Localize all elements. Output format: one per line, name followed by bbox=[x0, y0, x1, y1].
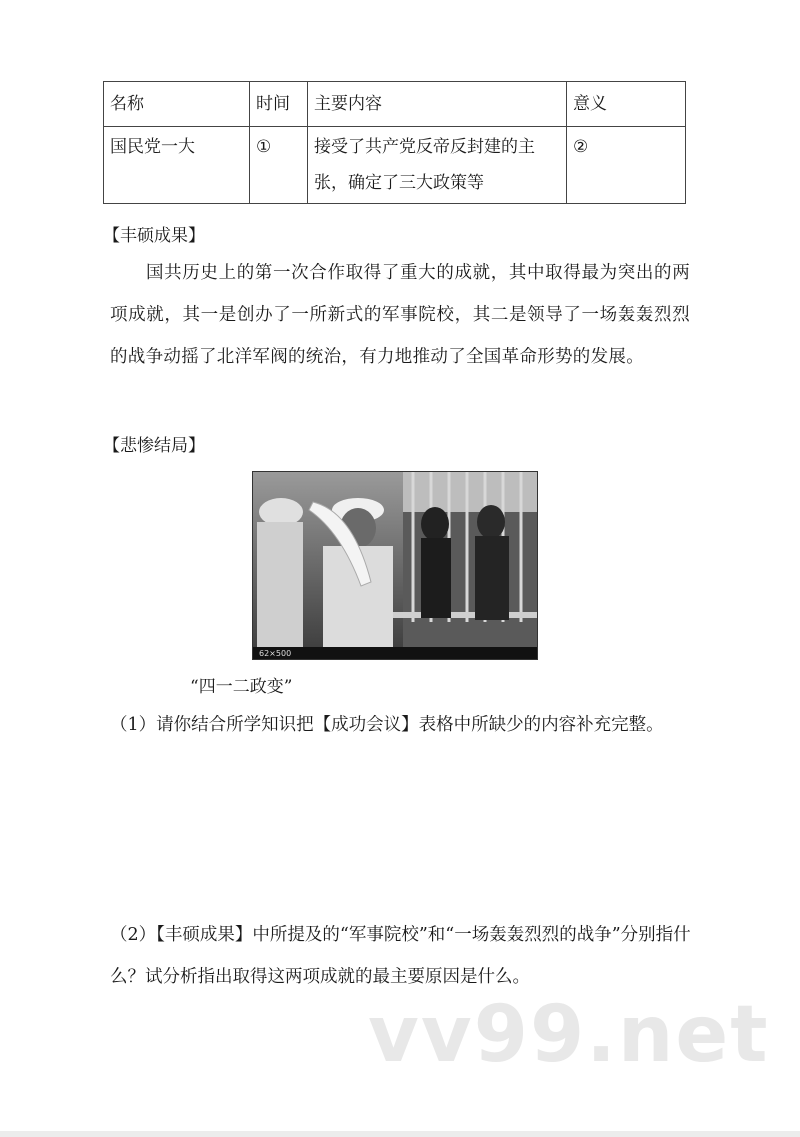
meeting-table bbox=[103, 81, 686, 204]
header-name: 名称 bbox=[104, 82, 250, 127]
achievement-heading: 【丰硕成果】 bbox=[103, 226, 205, 246]
cell-name: 国民党一大 bbox=[104, 127, 250, 204]
ending-heading: 【悲惨结局】 bbox=[103, 436, 205, 456]
watermark: vv99.net bbox=[368, 990, 770, 1080]
cell-content: 接受了共产党反帝反封建的主张，确定了三大政策等 bbox=[308, 127, 567, 204]
table-header-row bbox=[104, 82, 686, 127]
historical-photo bbox=[252, 471, 538, 660]
page-bottom-edge bbox=[0, 1131, 800, 1137]
header-meaning: 意义 bbox=[567, 82, 686, 127]
cell-time: ① bbox=[250, 127, 308, 204]
header-time: 时间 bbox=[250, 82, 308, 127]
header-content: 主要内容 bbox=[308, 82, 567, 127]
question-2: （2）【丰硕成果】中所提及的“军事院校”和“一场轰轰烈烈的战争”分别指什么？试分析指出取得这两项成就的最主要原因是什么。 bbox=[110, 925, 691, 987]
table-row bbox=[104, 127, 686, 204]
cell-meaning: ② bbox=[567, 127, 686, 204]
question-1: （1）请你结合所学知识把【成功会议】表格中所缺少的内容补充完整。 bbox=[110, 715, 664, 735]
photo-caption: “四一二政变” bbox=[190, 677, 293, 697]
photo-stamp: 62×500 bbox=[259, 649, 292, 658]
achievement-paragraph: 国共历史上的第一次合作取得了重大的成就，其中取得最为突出的两项成就，其一是创办了一所新式的军事院校，其二是领导了一场轰轰烈烈的战争动摇了北洋军阀的统治，有力地推动了全国革命形势的发展。 bbox=[110, 263, 690, 367]
